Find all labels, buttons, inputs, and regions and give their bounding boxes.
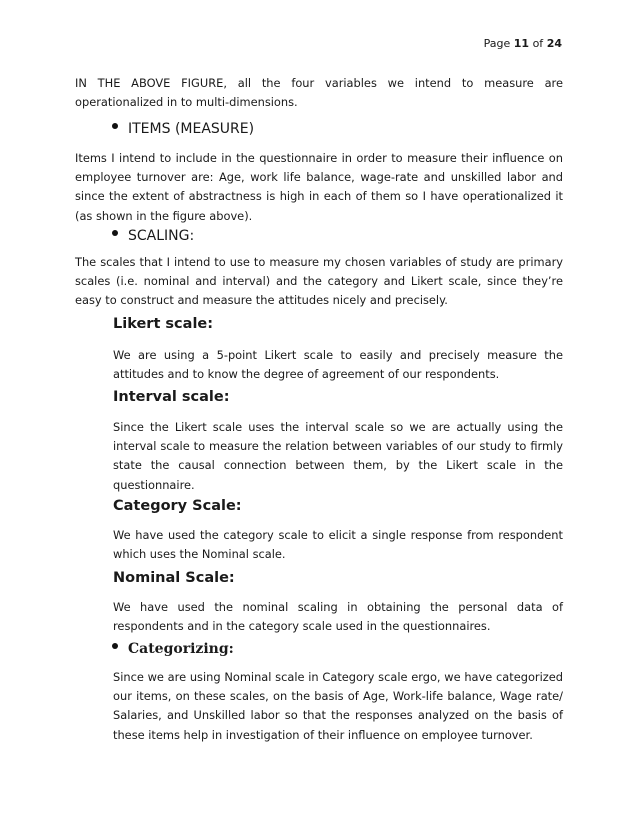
interval-heading: Interval scale:	[113, 389, 230, 405]
items-paragraph: Items I intend to include in the questionnaire in order to measure their influence on employee turnover are: Age, work life balance, wage-rate and unskilled labor and since the extent of abstractness is high in each of them so I have operationalized it (as shown in the figure above).	[75, 151, 563, 223]
scaling-paragraph: The scales that I intend to use to measure my chosen variables of study are primary scales (i.e. nominal and interval) and the category and Likert scale, since they’re easy to construct and measure the attitudes nicely and precisely.	[75, 255, 563, 308]
bullet-icon	[112, 230, 118, 236]
bullet-icon	[112, 123, 118, 129]
of-label: of	[532, 37, 544, 50]
categorizing-heading-text: Categorizing:	[128, 641, 234, 657]
scaling-heading	[112, 228, 194, 244]
nominal-heading: Nominal Scale:	[113, 570, 235, 586]
page-number-header	[484, 37, 562, 50]
current-page-number: 11	[513, 37, 530, 50]
likert-paragraph: We are using a 5-point Likert scale to easily and precisely measure the attitudes and to know the degree of agreement of our respondents.	[113, 348, 563, 382]
nominal-paragraph: We have used the nominal scaling in obtaining the personal data of respondents and in the category scale used in the questionnaires.	[113, 600, 563, 634]
items-heading	[112, 121, 254, 137]
interval-paragraph: Since the Likert scale uses the interval scale so we are actually using the interval scale to measure the relation between variables of our study to firmly state the causal connection between them, by the Likert scale in the questionnaire.	[113, 420, 563, 492]
category-paragraph: We have used the category scale to elicit a single response from respondent which uses the Nominal scale.	[113, 528, 563, 562]
total-pages: 24	[546, 37, 562, 50]
scaling-heading-text: SCALING:	[128, 228, 195, 244]
bullet-icon	[112, 643, 118, 649]
intro-paragraph: IN THE ABOVE FIGURE, all the four variables we intend to measure are operationalized in to multi-dimensions.	[75, 76, 563, 110]
likert-heading: Likert scale:	[113, 316, 214, 332]
items-heading-text: ITEMS (MEASURE)	[128, 121, 255, 137]
page-label: Page	[483, 37, 511, 50]
category-heading: Category Scale:	[113, 498, 242, 514]
categorizing-paragraph: Since we are using Nominal scale in Category scale ergo, we have categorized our items, on these scales, on the basis of Age, Work-life balance, Wage rate/ Salaries, and Unskilled labor so that the responses analyzed on the basis of these items help in investigation of their influence on employee turnover.	[113, 670, 563, 742]
categorizing-heading	[112, 641, 234, 657]
